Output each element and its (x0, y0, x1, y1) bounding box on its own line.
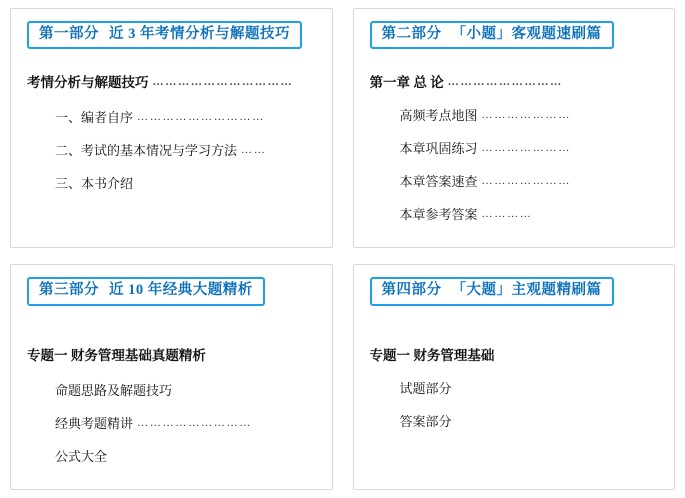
toc-entry-leader: ………………… (478, 142, 660, 154)
toc-entry[interactable] (27, 71, 318, 91)
card-part-3 (10, 264, 333, 489)
toc-entry-leader: …………………………… (149, 76, 318, 88)
entry-list (27, 344, 318, 465)
panel-part-4 (343, 256, 685, 497)
toc-entry-leader: ………… (478, 208, 660, 220)
toc-entry-leader: ……………………… (444, 76, 660, 88)
toc-entry-label: 本章答案速查 (400, 171, 478, 190)
toc-entry-label: 本章巩固练习 (400, 138, 478, 157)
card-header-part-2 (370, 21, 614, 49)
toc-entry[interactable] (370, 105, 661, 124)
card-header-part-3 (27, 277, 265, 305)
toc-entry-leader: ………………… (478, 109, 660, 121)
toc-entry-label: 第一章 总 论 (370, 71, 444, 91)
entry-list (27, 71, 318, 192)
header-title: 「大题」主观题精刷篇 (452, 282, 602, 298)
toc-entry[interactable] (370, 378, 661, 397)
toc-entry[interactable] (370, 71, 661, 91)
toc-entry[interactable] (370, 171, 661, 190)
toc-entry-leader: ………………… (478, 175, 660, 187)
card-header-part-4 (370, 277, 614, 305)
toc-entry[interactable] (27, 173, 318, 192)
toc-entry-leader: …… (237, 144, 317, 156)
toc-entry-label: 经典考题精讲 (55, 413, 133, 432)
toc-entry[interactable] (27, 344, 318, 364)
entry-list (370, 344, 661, 430)
header-prefix: 第三部分 (39, 282, 99, 298)
card-header-part-1 (27, 21, 302, 49)
toc-entry-label: 三、本书介绍 (55, 173, 133, 192)
toc-entry-label: 试题部分 (400, 378, 452, 397)
toc-entry-label: 一、编者自序 (55, 107, 133, 126)
toc-entry-leader: ………………………… (133, 111, 317, 123)
toc-entry-label: 本章参考答案 (400, 204, 478, 223)
toc-entry-label: 考情分析与解题技巧 (27, 71, 149, 91)
entry-list (370, 71, 661, 223)
card-part-4 (353, 264, 676, 489)
toc-entry-label: 公式大全 (55, 446, 107, 465)
panel-part-1 (0, 0, 343, 256)
toc-entry-leader: ……………………… (133, 417, 317, 429)
toc-entry[interactable] (27, 140, 318, 159)
toc-entry[interactable] (27, 107, 318, 126)
header-title: 近 3 年考情分析与解题技巧 (109, 26, 290, 42)
panel-part-2 (343, 0, 685, 256)
toc-entry[interactable] (370, 138, 661, 157)
header-title: 「小题」客观题速刷篇 (452, 26, 602, 42)
toc-entry[interactable] (27, 446, 318, 465)
header-title: 近 10 年经典大题精析 (109, 282, 253, 298)
toc-entry-label: 答案部分 (400, 411, 452, 430)
toc-entry-label: 二、考试的基本情况与学习方法 (55, 140, 237, 159)
header-prefix: 第二部分 (382, 26, 442, 42)
toc-entry[interactable] (370, 344, 661, 364)
header-prefix: 第四部分 (382, 282, 442, 298)
toc-entry-label: 高频考点地图 (400, 105, 478, 124)
toc-entry[interactable] (27, 413, 318, 432)
toc-entry-label: 专题一 财务管理基础真题精析 (27, 344, 206, 364)
toc-entry-label: 命题思路及解题技巧 (55, 380, 172, 399)
card-part-1 (10, 8, 333, 248)
toc-entry[interactable] (27, 380, 318, 399)
panel-part-3 (0, 256, 343, 497)
card-part-2 (353, 8, 676, 248)
toc-entry[interactable] (370, 204, 661, 223)
toc-entry-label: 专题一 财务管理基础 (370, 344, 495, 364)
toc-entry[interactable] (370, 411, 661, 430)
header-prefix: 第一部分 (39, 26, 99, 42)
